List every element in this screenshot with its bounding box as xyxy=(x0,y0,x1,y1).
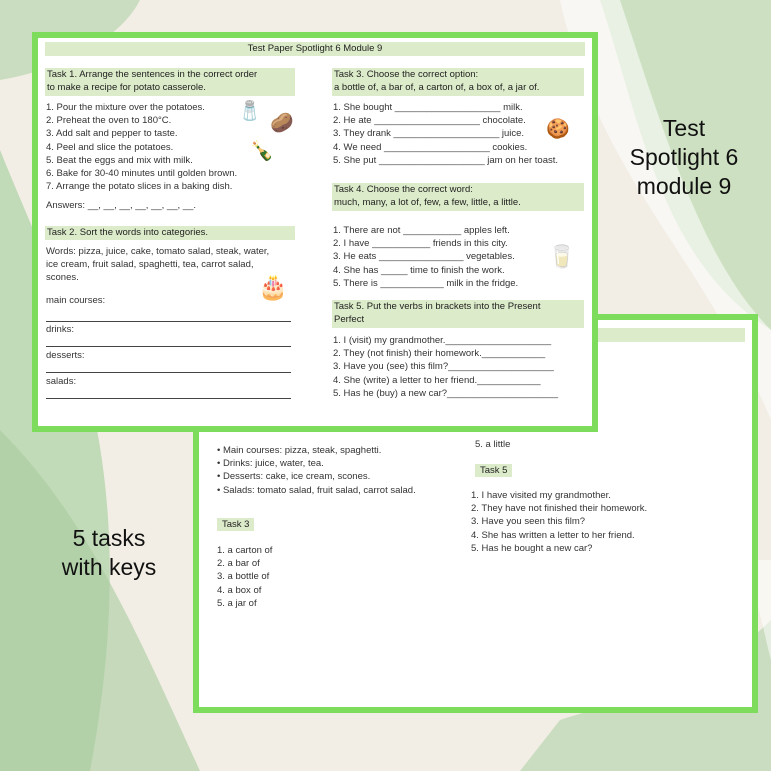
category-desserts: desserts: xyxy=(46,350,85,361)
task1-list xyxy=(46,101,237,193)
salt-shaker-icon: 🧂 xyxy=(238,101,262,122)
list-item: 7. Arrange the potato slices in a baking dish. xyxy=(46,181,233,193)
list-item: 5. Has he (buy) a new car?_____________________ xyxy=(333,387,559,399)
side-title-line: Test xyxy=(662,115,706,141)
key-task2-list xyxy=(217,444,416,497)
list-item: 6. Bake for 30-40 minutes until golden brown. xyxy=(46,168,238,180)
side-title-line: module 9 xyxy=(636,173,732,199)
task-header-line: much, many, a lot of, few, a few, little, a little. xyxy=(334,196,521,208)
task3-header xyxy=(332,68,584,96)
key-task5-label: Task 5 xyxy=(475,464,512,477)
side-title-right xyxy=(614,114,754,201)
key-task5-list xyxy=(471,489,647,555)
task5-list xyxy=(333,334,558,400)
task-header-line: Task 3. Choose the correct option: xyxy=(334,69,479,80)
key-task3-list xyxy=(217,544,272,610)
list-item: 4. She has written a letter to her friend. xyxy=(471,529,635,541)
task4-list xyxy=(333,224,518,290)
category-salads: salads: xyxy=(46,376,77,387)
category-drinks: drinks: xyxy=(46,324,74,335)
paper-title: Test Paper Spotlight 6 Module 9 xyxy=(45,42,585,56)
list-item: 4. Peel and slice the potatoes. xyxy=(46,141,174,153)
task-header-line: Task 5. Put the verbs in brackets into the Present xyxy=(334,301,541,312)
list-item: 2. a bar of xyxy=(217,558,260,570)
milk-carton-icon: 🥛 xyxy=(548,244,576,269)
list-item: 1. a carton of xyxy=(217,545,273,556)
list-item: 2. They (not finish) their homework.____________ xyxy=(333,348,546,360)
cookie-icon: 🍪 xyxy=(546,119,570,140)
list-item: 1. I have visited my grandmother. xyxy=(471,490,611,501)
test-paper-page xyxy=(32,32,598,432)
answer-line xyxy=(46,346,291,347)
list-item: 1. Pour the mixture over the potatoes. xyxy=(46,102,205,113)
task-header-line: a bottle of, a bar of, a carton of, a box of, a jar of. xyxy=(334,81,540,93)
answer-line xyxy=(46,398,291,399)
list-item: 4. a box of xyxy=(217,584,262,596)
words-line: ice cream, fruit salad, spaghetti, tea, carrot salad, xyxy=(46,259,254,271)
task-header-line: Task 1. Arrange the sentences in the correct order xyxy=(47,69,258,80)
task3-list xyxy=(333,101,558,167)
task-header-line: Task 4. Choose the correct word: xyxy=(334,184,473,195)
list-item: 5. a jar of xyxy=(217,597,257,609)
list-item: 5. She put ____________________ jam on her toast. xyxy=(333,154,559,166)
list-item: 1. She bought ____________________ milk. xyxy=(333,102,523,113)
list-item: 3. Have you (see) this film?____________________ xyxy=(333,361,554,373)
cake-icon: 🎂 xyxy=(258,274,288,301)
task-header-line: Perfect xyxy=(334,313,365,325)
list-item: • Main courses: pizza, steak, spaghetti. xyxy=(217,445,382,456)
potato-icon: 🥔 xyxy=(270,113,294,134)
list-item: • Salads: tomato salad, fruit salad, carrot salad. xyxy=(217,484,416,496)
list-item: 3. Add salt and pepper to taste. xyxy=(46,128,178,140)
list-item: 1. I (visit) my grandmother.____________________ xyxy=(333,335,552,346)
list-item: 3. They drank ____________________ juice. xyxy=(333,128,525,140)
list-item: 4. She (write) a letter to her friend.____________ xyxy=(333,374,541,386)
list-item: 5. Beat the eggs and mix with milk. xyxy=(46,154,193,166)
list-item: 4. She has _____ time to finish the work. xyxy=(333,264,505,276)
list-item: 4. We need ____________________ cookies. xyxy=(333,141,528,153)
key-task3-label: Task 3 xyxy=(217,518,254,531)
task2-words xyxy=(46,245,269,285)
list-item: 2. He ate ____________________ chocolate. xyxy=(333,115,526,127)
side-title-line: with keys xyxy=(61,554,157,580)
key-task4-last: 5. a little xyxy=(475,439,511,450)
list-item: 1. There are not ___________ apples left. xyxy=(333,225,510,236)
words-line: Words: pizza, juice, cake, tomato salad, steak, water, xyxy=(46,246,270,257)
list-item: 3. a bottle of xyxy=(217,571,270,583)
words-line: scones. xyxy=(46,272,79,284)
task1-answers: Answers: __, __, __, __, __, __, __. xyxy=(46,200,196,211)
side-title-line: Spotlight 6 xyxy=(629,144,739,170)
list-item: • Desserts: cake, ice cream, scones. xyxy=(217,471,371,483)
task2-header: Task 2. Sort the words into categories. xyxy=(45,226,295,240)
bottle-icon: 🍾 xyxy=(250,141,274,162)
task1-header xyxy=(45,68,295,96)
list-item: 2. They have not finished their homework. xyxy=(471,503,648,515)
list-item: 3. Have you seen this film? xyxy=(471,516,586,528)
answer-line xyxy=(46,372,291,373)
task4-header xyxy=(332,183,584,211)
list-item: 5. Has he bought a new car? xyxy=(471,542,593,554)
list-item: 2. Preheat the oven to 180°C. xyxy=(46,115,172,127)
answer-line xyxy=(46,321,291,322)
task5-header xyxy=(332,300,584,328)
side-title-line: 5 tasks xyxy=(72,525,146,551)
list-item: • Drinks: juice, water, tea. xyxy=(217,458,324,470)
side-title-left xyxy=(44,524,174,582)
category-main-courses: main courses: xyxy=(46,295,106,306)
list-item: 3. He eats ________________ vegetables. xyxy=(333,251,515,263)
list-item: 5. There is ____________ milk in the fridge. xyxy=(333,277,519,289)
list-item: 2. I have ___________ friends in this city. xyxy=(333,238,508,250)
key-header-bar xyxy=(595,328,745,342)
task-header-line: to make a recipe for potato casserole. xyxy=(47,81,206,93)
